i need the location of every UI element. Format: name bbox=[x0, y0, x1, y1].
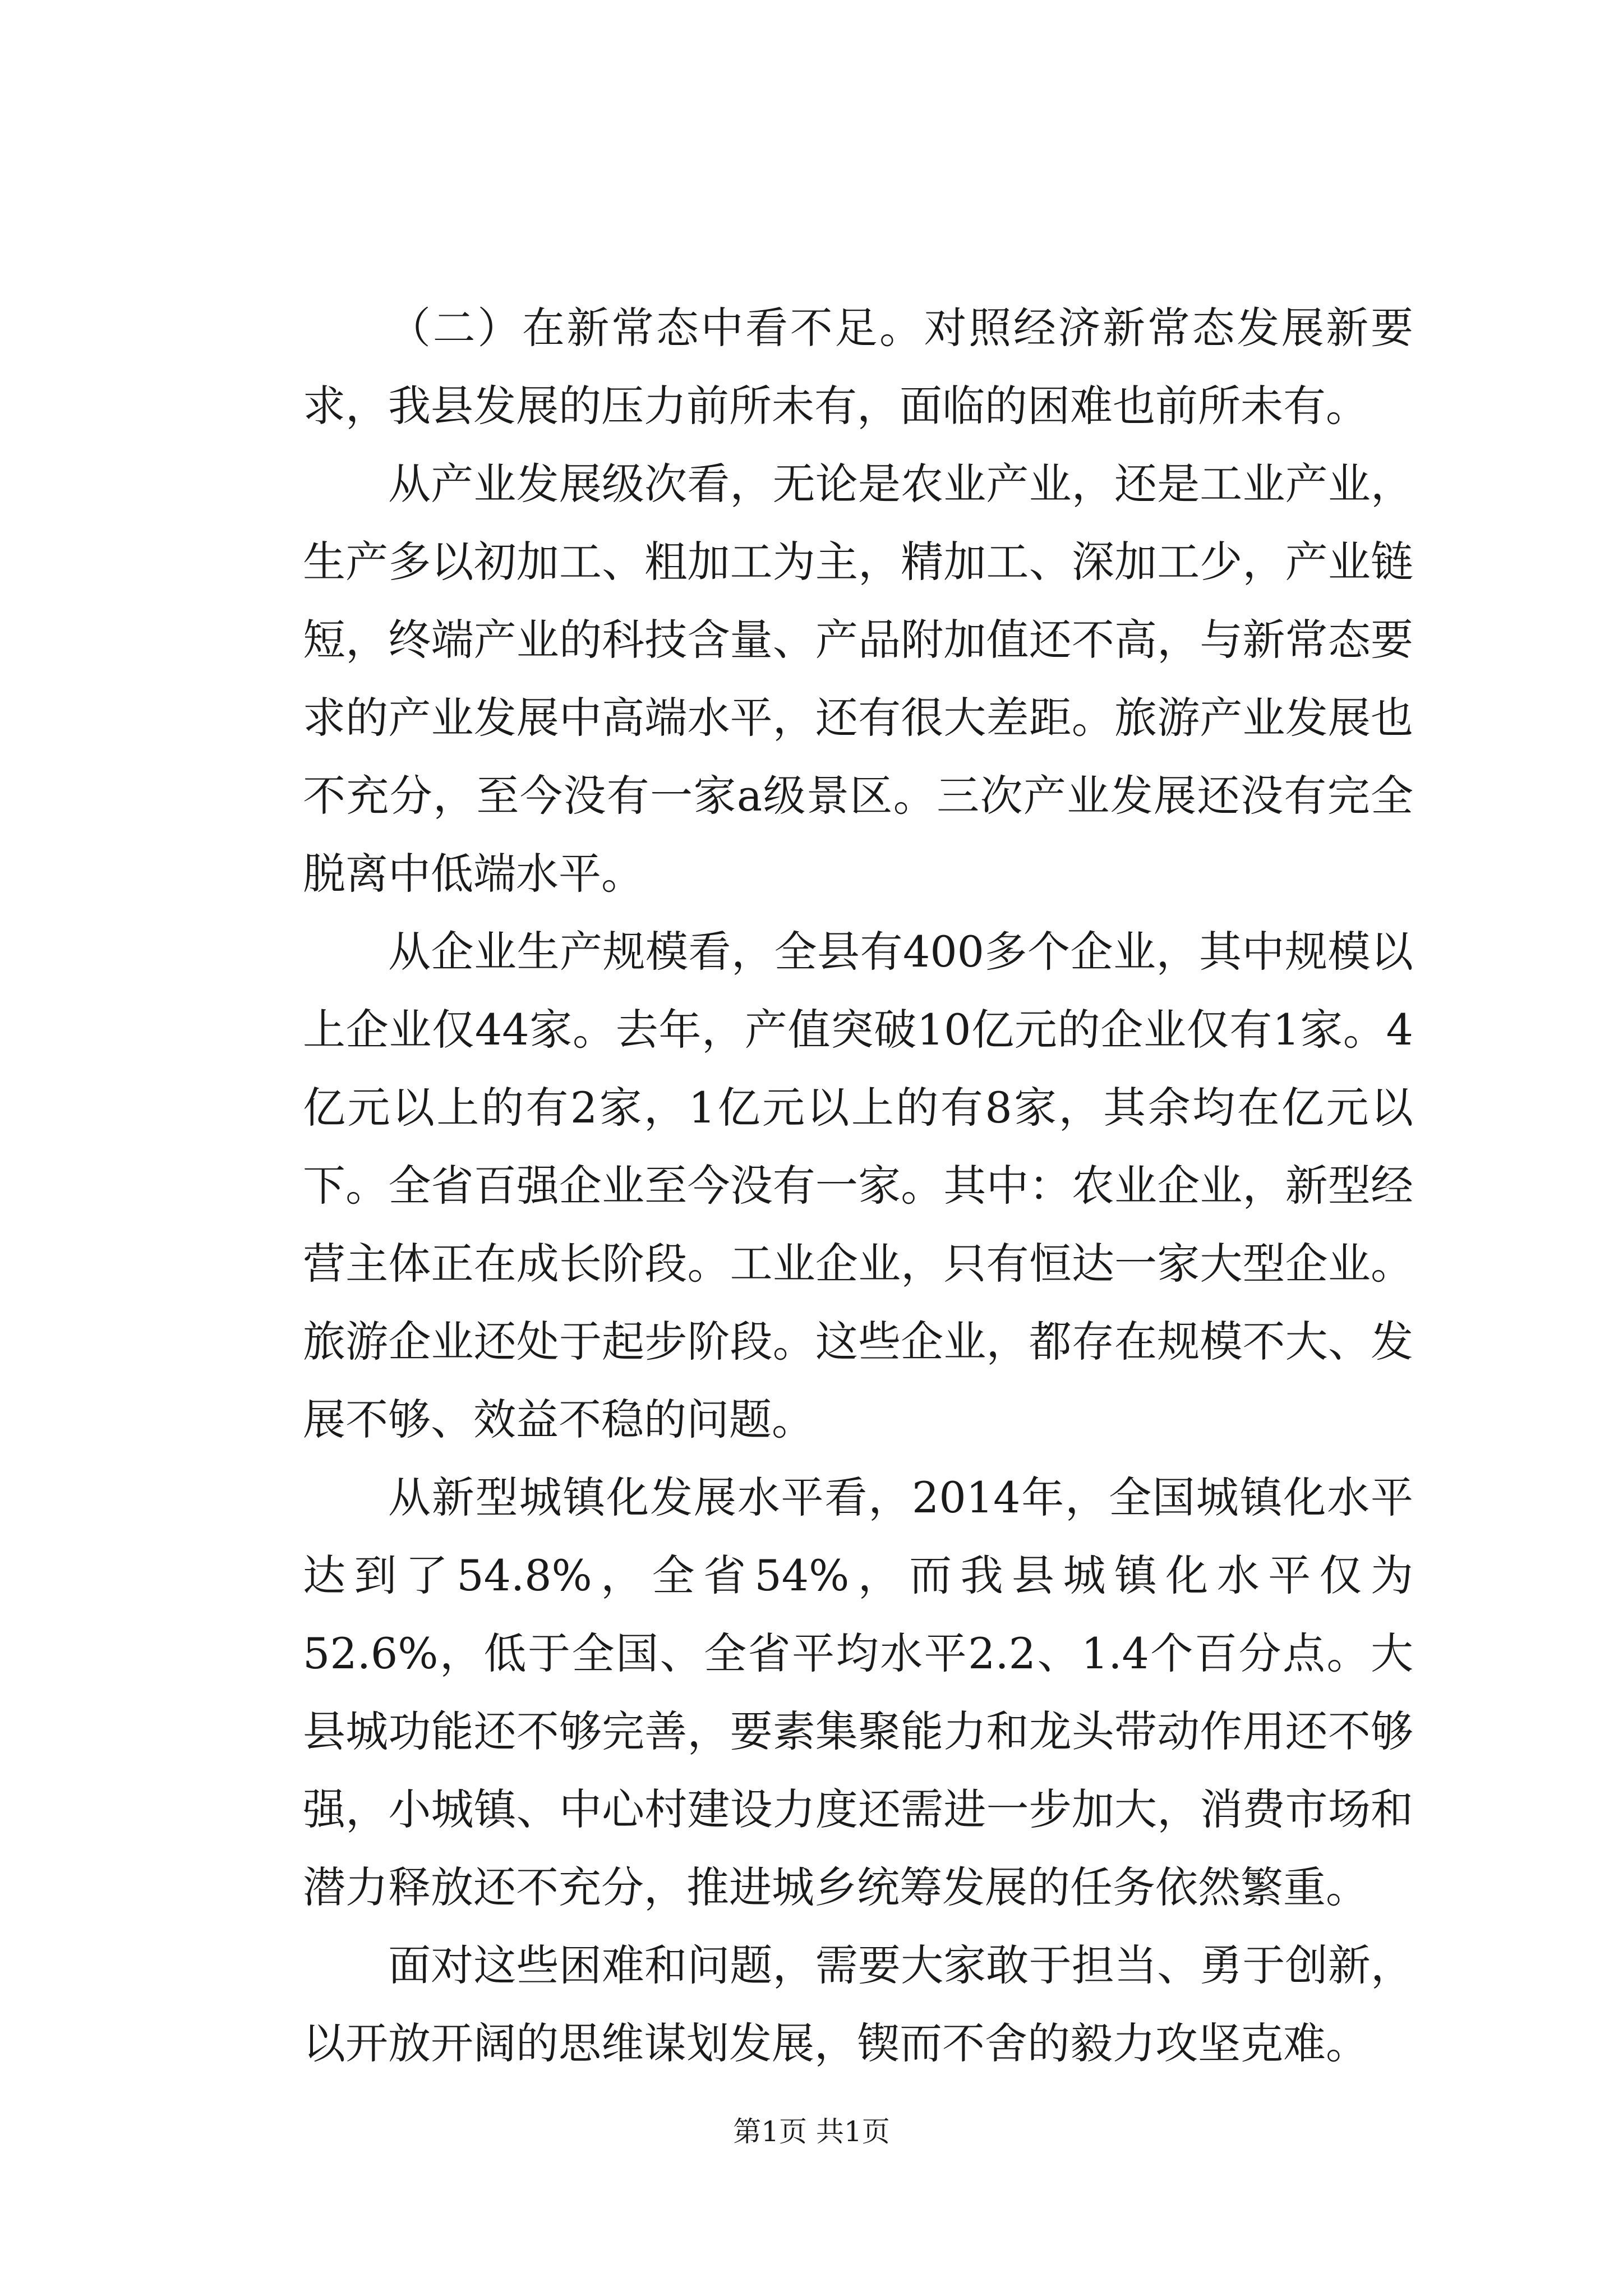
paragraph-3: 从企业生产规模看，全县有400多个企业，其中规模以上企业仅44家。去年，产值突破10亿元的企业仅有1家。4亿元以上的有2家，1亿元以上的有8家，其余均在亿元以下。全省百强企业至今没有一家。其中：农业企业，新型经营主体正在成长阶段。工业企业，只有恒达一家大型企业。旅游企业还处于起步阶段。这些企业，都存在规模不大、发展不够、效益不稳的问题。 bbox=[303, 927, 1413, 1444]
paragraph-5: 面对这些困难和问题，需要大家敢于担当、勇于创新，以开放开阔的思维谋划发展，锲而不舍的毅力攻坚克难。 bbox=[303, 1940, 1413, 2068]
paragraph-2: 从产业发展级次看，无论是农业产业，还是工业产业，生产多以初加工、粗加工为主，精加工、深加工少，产业链短，终端产业的科技含量、产品附加值还不高，与新常态要求的产业发展中高端水平，还有很大差距。旅游产业发展也不充分，至今没有一家a级景区。三次产业发展还没有完全脱离中低端水平。 bbox=[303, 459, 1413, 899]
paragraph-4: 从新型城镇化发展水平看，2014年，全国城镇化水平达到了54.8%，全省54%，而我县城镇化水平仅为52.6%，低于全国、全省平均水平2.2、1.4个百分点。大县城功能还不够完善，要素集聚能力和龙头带动作用还不够强，小城镇、中心村建设力度还需进一步加大，消费市场和潜力释放还不充分，推进城乡统筹发展的任务依然繁重。 bbox=[303, 1473, 1413, 1912]
paragraph-1: （二）在新常态中看不足。对照经济新常态发展新要求，我县发展的压力前所未有，面临的困难也前所未有。 bbox=[303, 303, 1413, 431]
page-footer: 第1页 共1页 bbox=[733, 2115, 890, 2148]
document-body bbox=[303, 289, 1413, 2082]
